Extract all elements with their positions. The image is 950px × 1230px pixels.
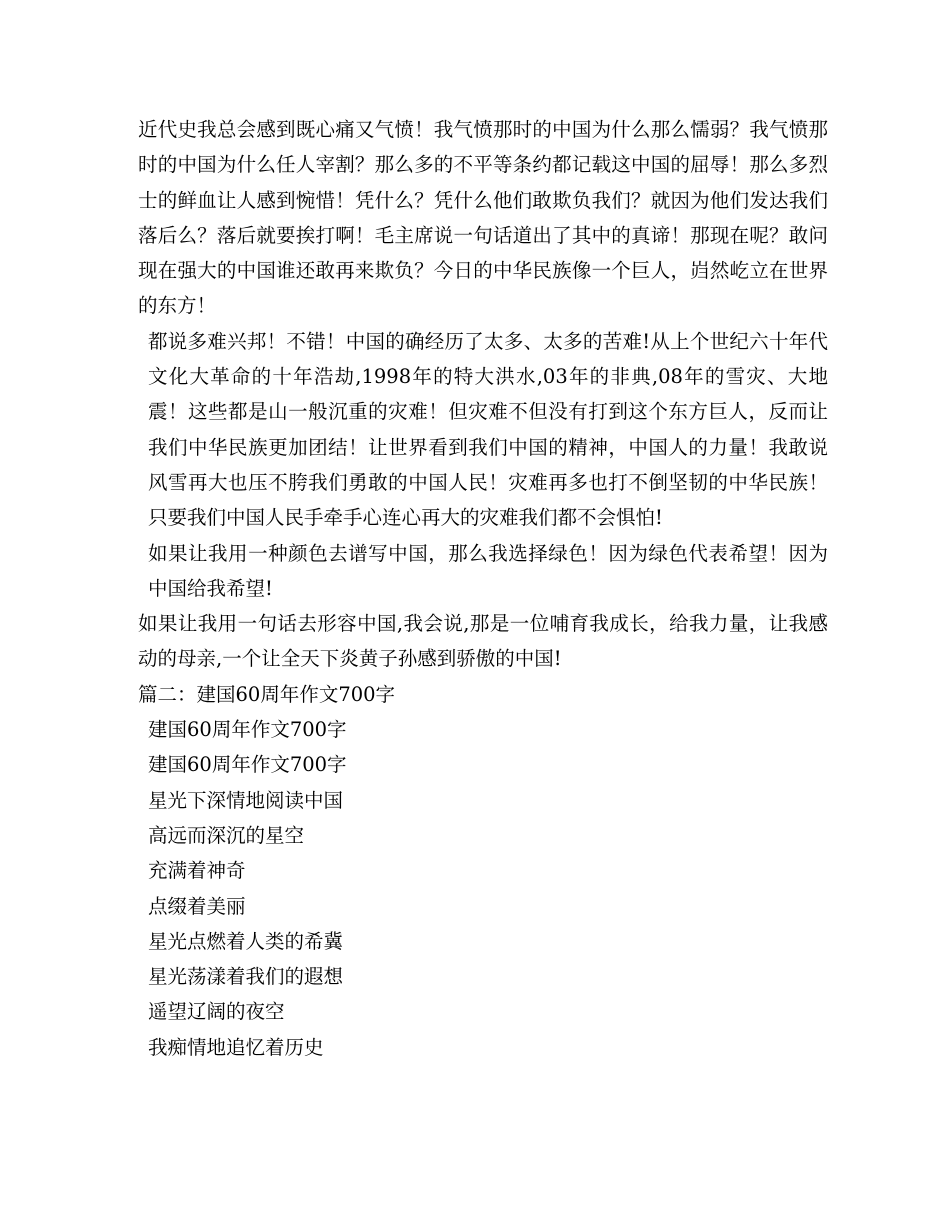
paragraph-disasters: 都说多难兴邦！不错！中国的确经历了太多、太多的苦难!从上个世纪六十年代文化大革命的十年浩劫,1998年的特大洪水,03年的非典,08年的雪灾、大地震！这些都是山一般沉重的灾难！但灾难不但没有打到这个东方巨人，反而让我们中华民族更加团结！让世界看到我们中国的精神，中国人的力量！我敢说风雪再大也压不胯我们勇敢的中国人民！灾难再多也打不倒坚韧的中华民族！只要我们中国人民手牵手心连心再大的灾难我们都不会惧怕!: [148, 329, 828, 530]
poem-line: 建国60周年作文700字: [148, 753, 347, 777]
poem-line: 建国60周年作文700字: [148, 718, 347, 742]
poem-line: 充满着神奇: [148, 859, 246, 883]
poem-line: 我痴情地追忆着历史: [148, 1035, 324, 1059]
poem-line: 星光下深情地阅读中国: [148, 788, 344, 812]
paragraph-mother: 如果让我用一句话去形容中国,我会说,那是一位哺育我成长，给我力量，让我感动的母亲,一个让全天下炎黄子孙感到骄傲的中国!: [138, 612, 828, 671]
poem-line: 遥望辽阔的夜空: [148, 1000, 285, 1024]
poem-line: 点缀着美丽: [148, 894, 246, 918]
poem-line: 星光点燃着人类的希冀: [148, 929, 344, 953]
section-title: 篇二：建国60周年作文700字: [138, 682, 396, 706]
paragraph-history: 近代史我总会感到既心痛又气愤！我气愤那时的中国为什么那么懦弱？我气愤那时的中国为什么任人宰割？那么多的不平等条约都记载这中国的屈辱！那么多烈士的鲜血让人感到惋惜！凭什么？凭什么他们敢欺负我们？就因为他们发达我们落后么？落后就要挨打啊！毛主席说一句话道出了其中的真谛！那现在呢？敢问现在强大的中国谁还敢再来欺负？今日的中华民族像一个巨人，岿然屹立在世界的东方！: [138, 118, 828, 318]
poem-line: 星光荡漾着我们的遐想: [148, 965, 344, 989]
paragraph-green: 如果让我用一种颜色去谱写中国，那么我选择绿色！因为绿色代表希望！因为中国给我希望!: [148, 541, 828, 600]
poem-line: 高远而深沉的星空: [148, 823, 305, 847]
document-page: [138, 112, 828, 1065]
